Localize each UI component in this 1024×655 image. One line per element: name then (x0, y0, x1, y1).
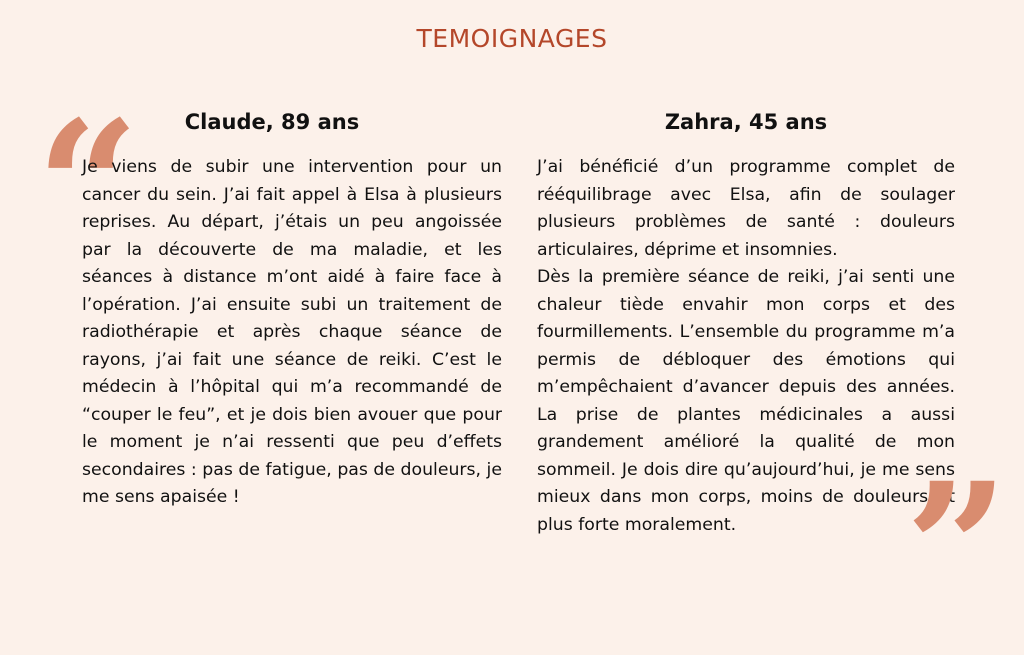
open-quote-icon: “ (36, 82, 140, 293)
testimonial-paragraph: J’ai bénéficié d’un programme complet de rééquilibrage avec Elsa, afin de soulager plusieurs problèmes de santé : douleurs articulaires, déprime et insomnies. (537, 157, 955, 260)
close-quote-icon: ” (905, 444, 1009, 655)
testimonial-text (537, 154, 955, 539)
testimonial-author: Zahra, 45 ans (664, 110, 828, 134)
testimonial-paragraph: Je viens de subir une intervention pour un cancer du sein. J’ai fait appel à Elsa à plusieurs reprises. Au départ, j’étais un peu angoissée par la découverte de ma maladie, et les séances à distance m’ont aidé à faire face à l’opération. J’ai ensuite subi un traitement de radiothérapie et après chaque séance de rayons, j’ai fait une séance de reiki. C’est le médecin à l’hôpital qui m’a recommandé de “couper le feu”, et je dois bien avouer que pour le moment je n’ai ressenti que peu d’effets secondaires : pas de fatigue, pas de douleurs, je me sens apaisée ! (82, 157, 502, 507)
testimonial-text (82, 154, 502, 512)
testimonial-zahra (537, 108, 955, 539)
testimonial-claude (82, 108, 502, 512)
testimonial-author: Claude, 89 ans (184, 110, 360, 134)
page-title: TEMOIGNAGES (416, 24, 608, 53)
testimonial-paragraph: Dès la première séance de reiki, j’ai senti une chaleur tiède envahir mon corps et des fourmillements. L’ensemble du programme m’a permis de débloquer des émotions qui m’empêchaient d’avancer depuis des années. La prise de plantes médicinales a aussi grandement amélioré la qualité de mon sommeil. Je dois dire qu’aujourd’hui, je me sens mieux dans mon corps, moins de douleurs et plus forte moralement. (537, 267, 955, 535)
